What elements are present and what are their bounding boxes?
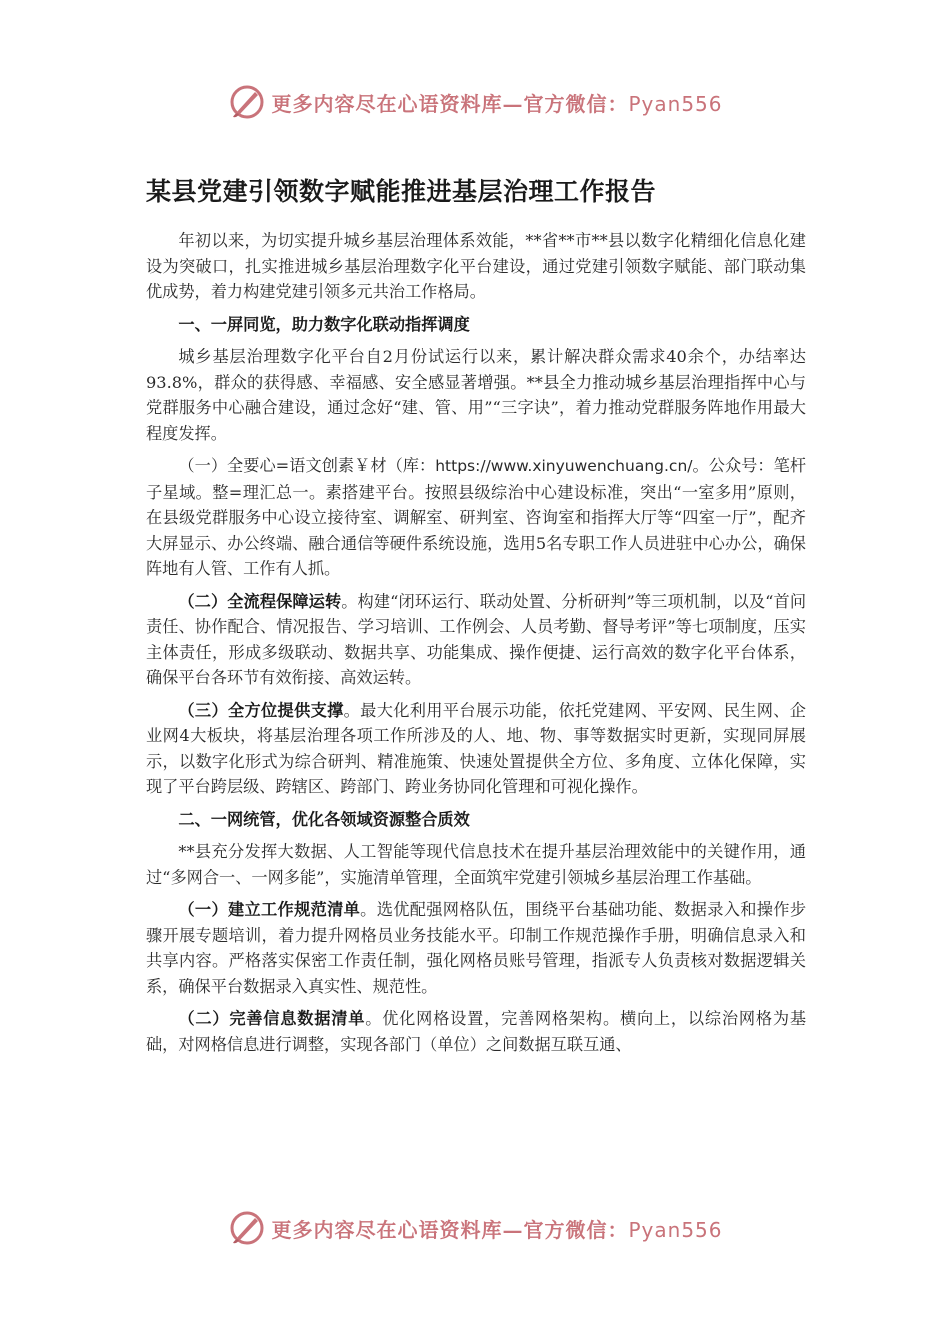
section-heading-2: 二、一网统管，优化各领域资源整合质效 — [178, 809, 470, 829]
banner-text: 更多内容尽在心语资料库—官方微信：Pyan556 — [271, 1217, 723, 1242]
banner-text: 更多内容尽在心语资料库—官方微信：Pyan556 — [271, 91, 723, 116]
section1-item-3: （三）全方位提供支撑。最大化利用平台展示功能，依托党建网、平安网、民生网、企业网4大板块，将基层治理各项工作所涉及的人、地、物、事等数据实时更新，实现同屏展示，以数字化形式为综合研判、精准施策、快速处置提供全方位、多角度、立体化保障，实现了平台跨层级、跨辖区、跨部门、跨业务协同化管理和可视化操作。 — [146, 700, 806, 796]
footer-banner — [0, 1206, 950, 1250]
section1-intro: 城乡基层治理数字化平台自2月份试运行以来，累计解决群众需求40余个，办结率达93.8%，群众的获得感、幸福感、安全感显著增强。**县全力推动城乡基层治理指挥中心与党群服务中心融合建设，通过念好“建、管、用”“三字诀”，着力推动党群服务阵地作用最大程度发挥。 — [146, 347, 806, 443]
brush-logo-icon — [227, 1208, 267, 1248]
document-title: 某县党建引领数字赋能推进基层治理工作报告 — [146, 177, 657, 206]
section-heading-1: 一、一屏同览，助力数字化联动指挥调度 — [178, 314, 470, 334]
section1-item-1: （一）全要心=语文创素￥材（库：https://www.xinyuwenchuang.cn/。公众号：笔杆子星域。整=理汇总一。素搭建平台。按照县级综治中心建设标准，突出“一室多用”原则，在县级党群服务中心设立接待室、调解室、研判室、咨询室和指挥大厅等“四室一厅”，配齐大屏显示、办公终端、融合通信等硬件系统设施，选用5名专职工作人员进驻中心办公，确保阵地有人管、工作有人抓。 — [146, 456, 807, 578]
section2-item-1: （一）建立工作规范清单。选优配强网格队伍，围绕平台基础功能、数据录入和操作步骤开展专题培训，着力提升网格员业务技能水平。印制工作规范操作手册，明确信息录入和共享内容。严格落实保密工作责任制，强化网格员账号管理，指派专人负责核对数据逻辑关系，确保平台数据录入真实性、规范性。 — [146, 900, 807, 996]
brush-logo-icon — [227, 82, 267, 122]
document-body — [146, 228, 806, 1064]
intro-paragraph: 年初以来，为切实提升城乡基层治理体系效能，**省**市**县以数字化精细化信息化建设为突破口，扎实推进城乡基层治理数字化平台建设，通过党建引领数字赋能、部门联动集优成势，着力构建党建引领多元共治工作格局。 — [146, 231, 806, 301]
header-banner — [0, 80, 950, 124]
section2-item-2: （二）完善信息数据清单。优化网格设置，完善网格架构。横向上，以综治网格为基础，对网格信息进行调整，实现各部门（单位）之间数据互联互通、 — [146, 1009, 807, 1054]
source-url: https://www.xinyuwenchuang.cn/ — [435, 457, 693, 475]
section2-intro: **县充分发挥大数据、人工智能等现代信息技术在提升基层治理效能中的关键作用，通过“多网合一、一网多能”，实施清单管理，全面筑牢党建引领城乡基层治理工作基础。 — [146, 842, 806, 887]
section1-item-2: （二）全流程保障运转。构建“闭环运行、联动处置、分析研判”等三项机制，以及“首问责任、协作配合、情况报告、学习培训、工作例会、人员考勤、督导考评”等七项制度，压实主体责任，形成多级联动、数据共享、功能集成、操作便捷、运行高效的数字化平台体系，确保平台各环节有效衔接、高效运转。 — [146, 591, 807, 687]
